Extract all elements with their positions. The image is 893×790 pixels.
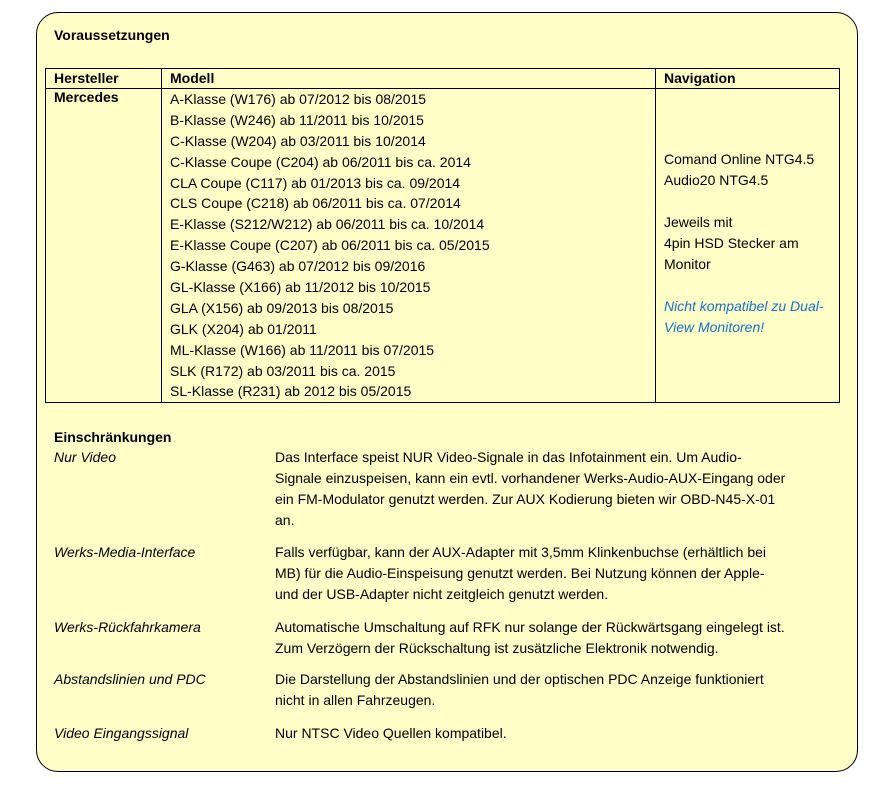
- model-item: SLK (R172) ab 03/2011 bis ca. 2015: [170, 362, 396, 379]
- restriction-label: Werks-Media-Interface: [54, 544, 196, 560]
- restriction-label: Nur Video: [54, 449, 117, 465]
- description-line: Signale einzuspeisen, kann ein evtl. vorhandener Werks-Audio-AUX-Eingang oder: [275, 470, 786, 486]
- model-item: A-Klasse (W176) ab 07/2012 bis 08/2015: [170, 91, 427, 107]
- model-item: C-Klasse Coupe (C204) ab 06/2011 bis ca. 2014: [170, 153, 471, 170]
- model-item: CLS Coupe (C218) ab 06/2011 bis ca. 07/2014: [170, 195, 461, 212]
- nav-compat-note: Nicht kompatibel zu Dual-: [664, 298, 824, 314]
- restriction-label: Abstandslinien und PDC: [54, 671, 206, 687]
- nav-connector: 4pin HSD Stecker am: [664, 235, 799, 251]
- model-item: B-Klasse (W246) ab 11/2011 bis 10/2015: [170, 111, 424, 128]
- restriction-description: [275, 669, 845, 711]
- info-panel: [36, 12, 858, 772]
- header-navigation: Navigation: [656, 69, 840, 89]
- nav-compat-note: View Monitoren!: [664, 319, 765, 335]
- model-item: ML-Klasse (W166) ab 11/2011 bis 07/2015: [170, 341, 435, 358]
- nav-system: Comand Online NTG4.5: [664, 151, 815, 167]
- nav-system: Audio20 NTG4.5: [664, 172, 769, 188]
- model-item: SL-Klasse (R231) ab 2012 bis 05/2015: [170, 383, 412, 400]
- description-line: MB) für die Audio-Einspeisung genutzt werden. Bei Nutzung können der Apple-: [275, 565, 765, 581]
- description-line: nicht in allen Fahrzeugen.: [275, 692, 436, 708]
- requirements-table: [45, 68, 840, 403]
- header-model: Modell: [162, 69, 656, 89]
- restriction-description: [275, 723, 845, 744]
- model-item: E-Klasse Coupe (C207) ab 06/2011 bis ca. 05/2015: [170, 237, 490, 254]
- table-header-row: [46, 69, 840, 89]
- nav-connector: Monitor: [664, 256, 711, 272]
- description-line: an.: [275, 512, 295, 528]
- model-item: GLK (X204) ab 01/2011: [170, 320, 317, 337]
- model-item: CLA Coupe (C117) ab 01/2013 bis ca. 09/2014: [170, 174, 461, 191]
- restrictions-title: Einschränkungen: [54, 429, 172, 445]
- model-item: GL-Klasse (X166) ab 11/2012 bis 10/2015: [170, 279, 431, 296]
- model-item: GLA (X156) ab 09/2013 bis 08/2015: [170, 299, 394, 316]
- requirements-title: Voraussetzungen: [54, 27, 170, 43]
- description-line: Zum Verzögern der Rückschaltung ist zusätzliche Elektronik notwendig.: [275, 640, 719, 656]
- description-line: und der USB-Adapter nicht zeitgleich genutzt werden.: [275, 586, 609, 602]
- restriction-description: [275, 542, 845, 605]
- table-row: [46, 89, 840, 403]
- description-line: Automatische Umschaltung auf RFK nur solange der Rückwärtsgang eingelegt ist.: [275, 619, 785, 635]
- model-item: C-Klasse (W204) ab 03/2011 bis 10/2014: [170, 132, 426, 149]
- description-line: Die Darstellung der Abstandslinien und der optischen PDC Anzeige funktioniert: [275, 671, 764, 687]
- restriction-description: [275, 617, 845, 659]
- description-line: Falls verfügbar, kann der AUX-Adapter mit 3,5mm Klinkenbuchse (erhältlich bei: [275, 544, 767, 560]
- navigation-cell: [656, 89, 840, 403]
- nav-connector: Jeweils mit: [664, 214, 733, 230]
- manufacturer-cell: Mercedes: [46, 89, 162, 403]
- restriction-description: [275, 447, 845, 531]
- nav-spacer: [664, 275, 839, 296]
- model-cell: [162, 89, 656, 403]
- model-item: G-Klasse (G463) ab 07/2012 bis 09/2016: [170, 258, 426, 275]
- description-line: Nur NTSC Video Quellen kompatibel.: [275, 725, 507, 741]
- restriction-label: Werks-Rückfahrkamera: [54, 619, 201, 635]
- description-line: ein FM-Modulator genutzt werden. Zur AUX Kodierung bieten wir OBD-N45-X-01: [275, 491, 776, 507]
- model-item: E-Klasse (S212/W212) ab 06/2011 bis ca. 10/2014: [170, 216, 485, 233]
- nav-spacer: [664, 191, 839, 212]
- restriction-label: Video Eingangssignal: [54, 725, 189, 741]
- header-manufacturer: Hersteller: [46, 69, 162, 89]
- description-line: Das Interface speist NUR Video-Signale in das Infotainment ein. Um Audio-: [275, 449, 742, 465]
